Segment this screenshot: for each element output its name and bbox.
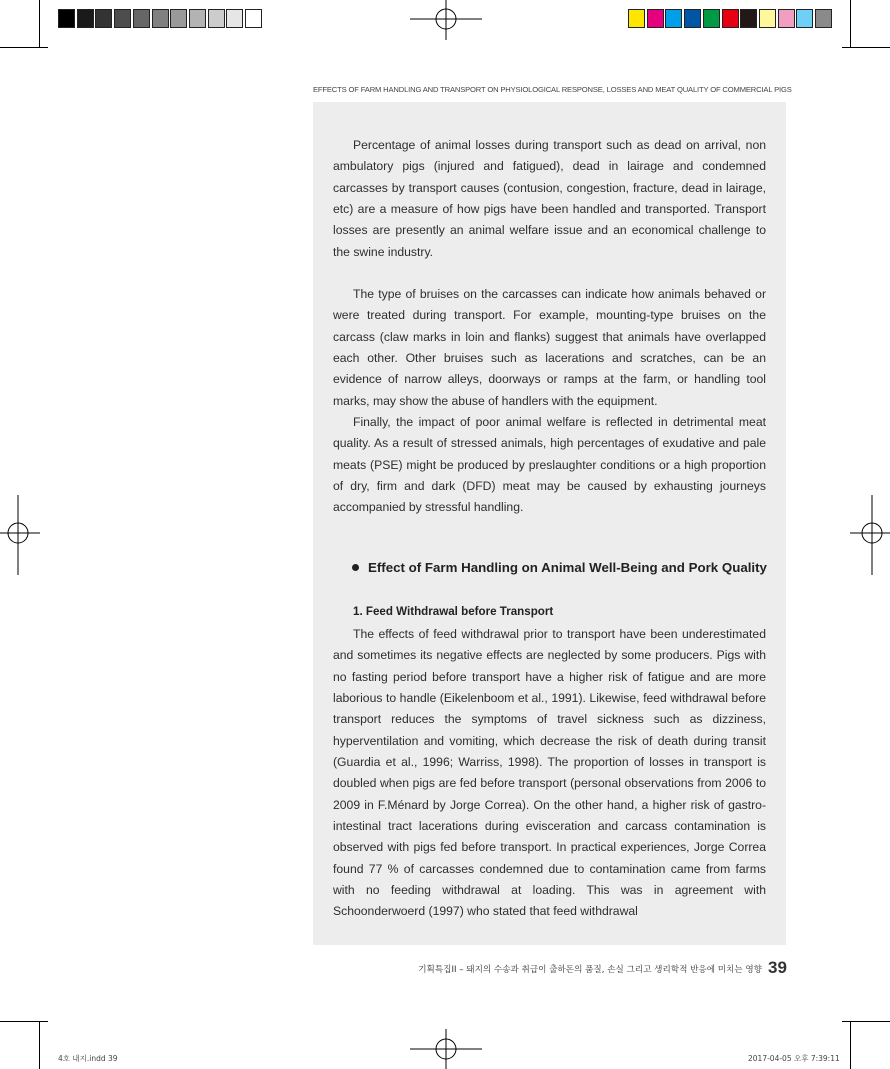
sub-heading: 1. Feed Withdrawal before Transport: [353, 605, 554, 618]
color-swatch: [628, 9, 645, 28]
color-swatch: [722, 9, 739, 28]
registration-mark-top-icon: [410, 0, 482, 40]
color-swatch: [759, 9, 776, 28]
paragraph: Percentage of animal losses during transport such as dead on arrival, non ambulatory pigs (injured and fatigued), dead in lairage and condemned carcasses by transport causes (contusion, congestion, fracture, dead in lairage, etc) are a measure of how pigs have been handled and transported. Transport losses are presently an animal welfare issue and an economical challenge to the swine industry.: [333, 138, 766, 259]
crop-mark-top-left-h: [0, 47, 48, 48]
color-swatch: [796, 9, 813, 28]
color-swatch: [208, 9, 225, 28]
footer-section-title: 기획특집II – 돼지의 수송과 취급이 출하돈의 품질, 손실 그리고 생리학적 반응에 미치는 영향: [418, 965, 762, 975]
body-text-block-top: [333, 135, 766, 263]
color-swatch: [647, 9, 664, 28]
crop-mark-bottom-right-v: [850, 1021, 851, 1069]
color-swatch: [77, 9, 94, 28]
body-text-block-middle: [333, 284, 766, 519]
crop-mark-bottom-left-v: [39, 1021, 40, 1069]
paragraph: The type of bruises on the carcasses can indicate how animals behaved or were treated during transport. For example, mounting-type bruises on the carcass (claw marks in loin and flanks) suggest that animals have overlapped each other. Other bruises such as lacerations and scratches, can be an evidence of narrow alleys, doorways or ramps at the farm, or handling tool marks, may show the abuse of handlers with the equipment.: [333, 287, 766, 408]
crop-mark-top-right-h: [842, 47, 890, 48]
registration-mark-bottom-icon: [410, 1029, 482, 1069]
registration-mark-right-icon: [850, 495, 890, 575]
page-number: 39: [768, 958, 787, 977]
running-header: EFFECTS OF FARM HANDLING AND TRANSPORT ON PHYSIOLOGICAL RESPONSE, LOSSES AND MEAT QUALITY OF COMMERCIAL PIGS: [313, 85, 792, 94]
color-swatch: [152, 9, 169, 28]
color-swatch: [778, 9, 795, 28]
color-swatch: [245, 9, 262, 28]
color-swatch: [684, 9, 701, 28]
paragraph: The effects of feed withdrawal prior to transport have been underestimated and sometimes its negative effects are neglected by some producers. Pigs with no fasting period before transport have a higher risk of fatigue and are more laborious to handle (Eikelenboom et al., 1991). Likewise, feed withdrawal before transport reduces the symptoms of travel sickness such as dizziness, hyperventilation and vomiting, which decrease the risk of death during transit (Guardia et al., 1996; Warriss, 1998). The proportion of losses in transport is doubled when pigs are fed before transport (personal observations from 2006 to 2009 in F.Ménard by Jorge Correa). On the other hand, a higher risk of gastro-intestinal tract lacerations during evisceration and carcass contamination is observed with pigs fed before transport. In practical experiences, Jorge Correa found 77 % of carcasses condemned due to contamination came from farms with no feeding withdrawal at loading. This was in agreement with Schoonderwoerd (1997) who stated that feed withdrawal: [333, 627, 766, 919]
color-swatch: [740, 9, 757, 28]
crop-mark-top-right-v: [850, 0, 851, 48]
color-swatch: [114, 9, 131, 28]
slug-timestamp: 2017-04-05 오후 7:39:11: [748, 1054, 840, 1063]
color-swatch: [58, 9, 75, 28]
bullet-icon: [352, 564, 359, 571]
color-swatch: [815, 9, 832, 28]
crop-mark-bottom-right-h: [842, 1021, 890, 1022]
registration-mark-left-icon: [0, 495, 40, 575]
crop-mark-top-left-v: [39, 0, 40, 48]
section-heading: [352, 560, 782, 575]
section-heading-text: Effect of Farm Handling on Animal Well-Being and Pork Quality: [368, 560, 767, 575]
color-swatch: [226, 9, 243, 28]
color-swatch: [95, 9, 112, 28]
crop-mark-bottom-left-h: [0, 1021, 48, 1022]
paragraph: Finally, the impact of poor animal welfare is reflected in detrimental meat quality. As a result of stressed animals, high percentages of exudative and pale meats (PSE) might be produced by preslaughter conditions or a high proportion of dry, firm and dark (DFD) meat may be caused by exhausting journeys accompanied by stressful handling.: [333, 415, 766, 515]
color-swatch: [703, 9, 720, 28]
body-text-block-bottom: [333, 624, 766, 923]
slug-file-name: 4호 내지.indd 39: [58, 1054, 118, 1063]
color-swatch: [189, 9, 206, 28]
color-swatch: [665, 9, 682, 28]
color-swatch: [170, 9, 187, 28]
color-swatch: [133, 9, 150, 28]
